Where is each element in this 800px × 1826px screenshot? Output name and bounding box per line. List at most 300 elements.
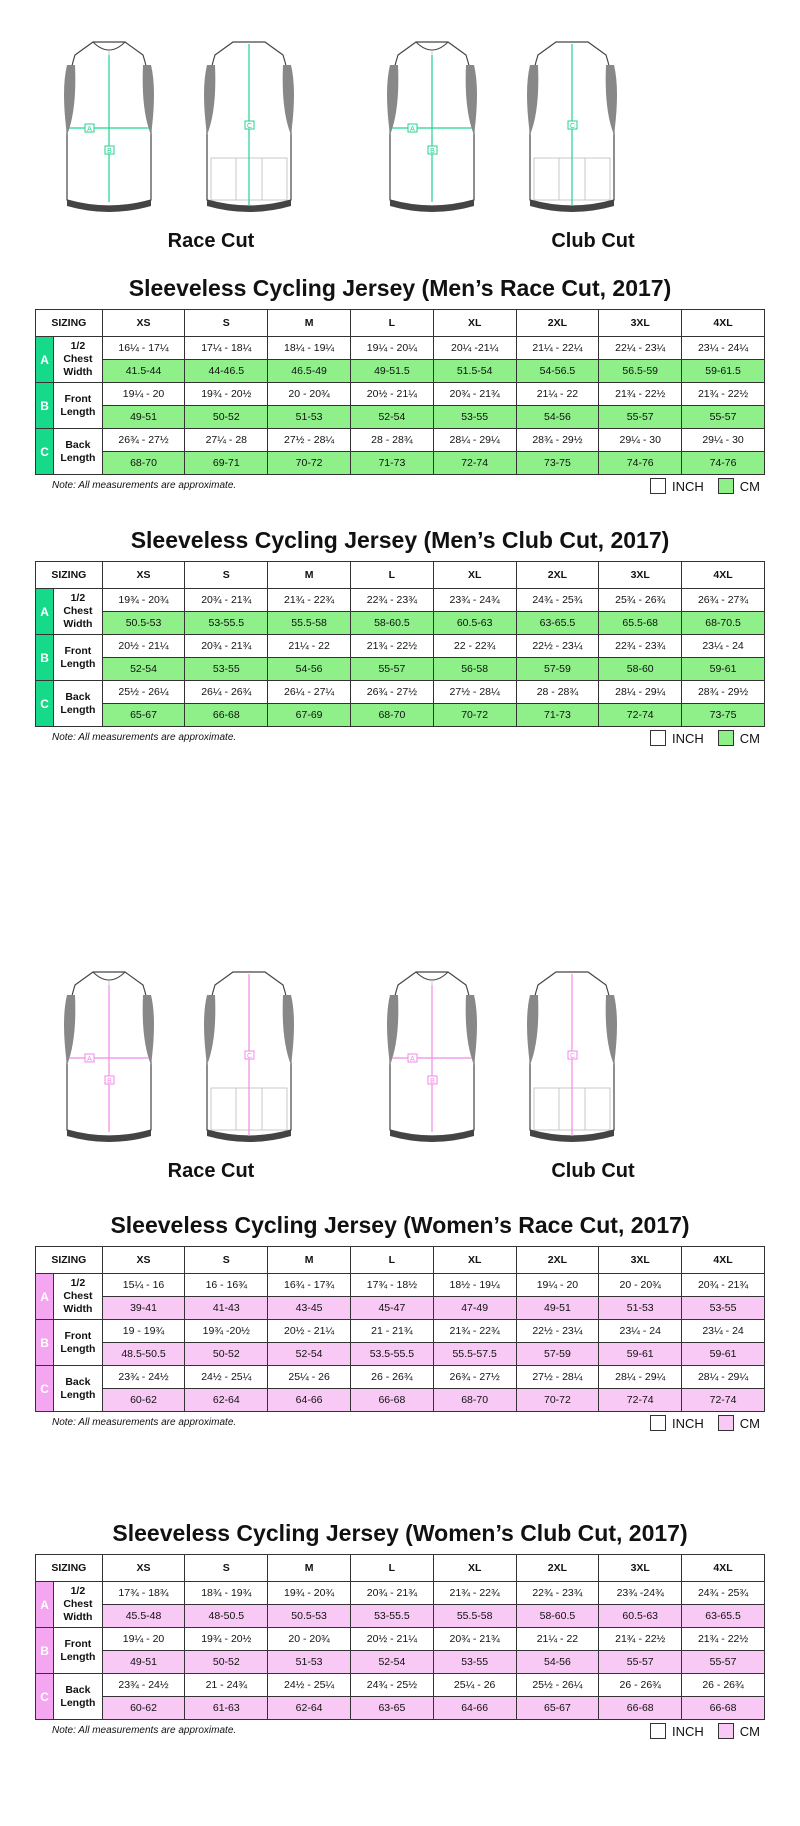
race-back-jersey <box>204 972 294 1142</box>
measure-label-line: Width <box>63 366 93 378</box>
cm-cell: 50.5-53 <box>268 1605 351 1628</box>
table-title: Sleeveless Cycling Jersey (Women’s Club Cut, 2017) <box>112 1520 688 1546</box>
measure-label-line: Length <box>60 451 96 464</box>
measure-label-line: Front <box>64 644 92 657</box>
svg-text:C: C <box>246 123 253 130</box>
cm-cell: 57-59 <box>516 658 599 681</box>
inch-cell: 20¾ - 21¾ <box>433 383 516 406</box>
cm-cell: 62-64 <box>185 1389 268 1412</box>
men-jersey-diagrams <box>0 30 800 250</box>
cm-row <box>36 1343 765 1366</box>
inch-row <box>36 337 765 360</box>
cm-cell: 44-46.5 <box>185 360 268 383</box>
cm-cell: 66-68 <box>185 704 268 727</box>
inch-cell: 21¼ - 22¼ <box>516 337 599 360</box>
cm-cell: 49-51 <box>102 1651 185 1674</box>
cm-cell: 51-53 <box>268 1651 351 1674</box>
inch-cell: 20 - 20¾ <box>599 1274 682 1297</box>
race-back-jersey <box>204 42 294 212</box>
cm-cell: 52-54 <box>350 406 433 429</box>
cm-cell: 72-74 <box>433 452 516 475</box>
club-front-jersey <box>387 42 477 212</box>
cm-cell: 49-51 <box>516 1297 599 1320</box>
cm-cell: 55-57 <box>599 406 682 429</box>
inch-cell: 17¾ - 18½ <box>350 1274 433 1297</box>
cm-cell: 54-56.5 <box>516 360 599 383</box>
inch-cell: 28¼ - 29¼ <box>599 681 682 704</box>
inch-cell: 20¾ - 21¾ <box>433 1628 516 1651</box>
approximate-note: Note: All measurements are approximate. <box>52 1725 237 1736</box>
legend <box>636 478 760 494</box>
inch-cell: 19¼ - 20¼ <box>350 337 433 360</box>
inch-cell: 19¾ - 20¾ <box>102 589 185 612</box>
size-header: S <box>185 310 268 337</box>
inch-cell: 17¾ - 18¾ <box>102 1582 185 1605</box>
inch-cell: 24½ - 25¼ <box>268 1674 351 1697</box>
measure-label-line: Chest <box>63 1290 93 1302</box>
inch-cell: 20¾ - 21¾ <box>185 589 268 612</box>
men-race-cut-label: Race Cut <box>167 230 255 252</box>
cm-cell: 45-47 <box>350 1297 433 1320</box>
measure-label <box>54 1582 102 1628</box>
inch-row <box>36 1366 765 1389</box>
inch-cell: 26¾ - 27½ <box>350 681 433 704</box>
inch-cell: 23¼ - 24¼ <box>682 337 765 360</box>
inch-cell: 20¼ -21¼ <box>433 337 516 360</box>
cm-cell: 72-74 <box>599 1389 682 1412</box>
cm-row <box>36 1605 765 1628</box>
size-header: XS <box>102 310 185 337</box>
inch-cell: 17¼ - 18¼ <box>185 337 268 360</box>
cm-cell: 62-64 <box>268 1697 351 1720</box>
inch-cell: 20¾ - 21¾ <box>350 1582 433 1605</box>
cm-cell: 60-62 <box>102 1389 185 1412</box>
inch-cell: 28 - 28¾ <box>350 429 433 452</box>
inch-cell: 27½ - 28¼ <box>516 1366 599 1389</box>
svg-text:C: C <box>569 123 576 130</box>
cm-cell: 71-73 <box>516 704 599 727</box>
size-header: 4XL <box>682 1247 765 1274</box>
measure-label-line: Chest <box>63 353 93 365</box>
cm-cell: 73-75 <box>682 704 765 727</box>
inch-cell: 27½ - 28¼ <box>433 681 516 704</box>
inch-cell: 23¾ - 24½ <box>102 1674 185 1697</box>
cm-row <box>36 658 765 681</box>
inch-row <box>36 681 765 704</box>
cm-cell: 59-61.5 <box>682 360 765 383</box>
inch-cell: 23¾ - 24½ <box>102 1366 185 1389</box>
cm-row <box>36 406 765 429</box>
inch-cell: 22¾ - 23¾ <box>599 635 682 658</box>
legend-cm-label: CM <box>739 1415 760 1431</box>
inch-cell: 25½ - 26¼ <box>102 681 185 704</box>
measure-label <box>54 1320 102 1366</box>
cm-cell: 74-76 <box>599 452 682 475</box>
sizing-header: SIZING <box>36 1247 103 1274</box>
cm-cell: 54-56 <box>516 1651 599 1674</box>
measure-label-line: Width <box>63 1611 93 1623</box>
inch-cell: 25½ - 26¼ <box>516 1674 599 1697</box>
measure-letter: A <box>36 1582 54 1628</box>
approximate-note: Note: All measurements are approximate. <box>52 1417 237 1428</box>
club-back-jersey <box>527 972 617 1142</box>
size-header: 4XL <box>682 310 765 337</box>
cm-cell: 68-70 <box>102 452 185 475</box>
measure-label-line: Front <box>64 392 92 405</box>
legend-cm-label: CM <box>739 1723 760 1739</box>
inch-cell: 29¼ - 30 <box>599 429 682 452</box>
inch-cell: 22½ - 23¼ <box>516 1320 599 1343</box>
inch-cell: 21¾ - 22½ <box>682 383 765 406</box>
inch-cell: 20 - 20¾ <box>268 383 351 406</box>
inch-cell: 26¼ - 27¼ <box>268 681 351 704</box>
legend-inch-swatch <box>650 730 666 746</box>
size-header: 3XL <box>599 1555 682 1582</box>
measure-letter: B <box>36 383 54 429</box>
measure-letter: A <box>36 1274 54 1320</box>
measure-label-line: 1/2 <box>70 340 86 352</box>
inch-cell: 21¾ - 22¾ <box>433 1320 516 1343</box>
sizing-header: SIZING <box>36 562 103 589</box>
measure-label <box>54 337 102 383</box>
size-header: 2XL <box>516 562 599 589</box>
size-chart-table <box>35 1246 765 1412</box>
size-header: S <box>185 1247 268 1274</box>
measure-label-line: Length <box>60 1696 96 1709</box>
legend-inch-label: INCH <box>672 1723 704 1739</box>
inch-cell: 22 - 22¾ <box>433 635 516 658</box>
measure-label-line: 1/2 <box>70 1585 86 1597</box>
measure-label <box>54 1628 102 1674</box>
size-chart-table <box>35 309 765 475</box>
inch-cell: 26¾ - 27½ <box>102 429 185 452</box>
inch-row <box>36 383 765 406</box>
cm-cell: 49-51.5 <box>350 360 433 383</box>
cm-cell: 65.5-68 <box>599 612 682 635</box>
inch-row <box>36 429 765 452</box>
inch-cell: 18¼ - 19¼ <box>268 337 351 360</box>
inch-cell: 25¼ - 26 <box>268 1366 351 1389</box>
inch-row <box>36 1320 765 1343</box>
measure-letter: B <box>36 1628 54 1674</box>
inch-cell: 21 - 21¾ <box>350 1320 433 1343</box>
legend-cm <box>718 730 760 746</box>
svg-text:C: C <box>569 1053 576 1060</box>
cm-cell: 63-65 <box>350 1697 433 1720</box>
cm-cell: 73-75 <box>516 452 599 475</box>
measure-label-line: Back <box>65 690 91 703</box>
measure-label-line: Back <box>65 1375 91 1388</box>
cm-cell: 71-73 <box>350 452 433 475</box>
cm-cell: 59-61 <box>682 658 765 681</box>
legend-inch <box>650 1723 704 1739</box>
measure-label <box>54 1274 102 1320</box>
inch-cell: 19¾ - 20½ <box>185 383 268 406</box>
cm-cell: 63-65.5 <box>516 612 599 635</box>
inch-cell: 19¾ -20½ <box>185 1320 268 1343</box>
legend-inch-label: INCH <box>672 730 704 746</box>
club-back-jersey <box>527 42 617 212</box>
measure-label-line: Back <box>65 438 91 451</box>
measure-letter: A <box>36 589 54 635</box>
table-title: Sleeveless Cycling Jersey (Women’s Race Cut, 2017) <box>110 1212 690 1238</box>
inch-cell: 26¾ - 27¾ <box>682 589 765 612</box>
svg-text:B: B <box>430 1078 435 1085</box>
sizing-header: SIZING <box>36 310 103 337</box>
legend-cm <box>718 1723 760 1739</box>
cm-cell: 65-67 <box>102 704 185 727</box>
cm-cell: 61-63 <box>185 1697 268 1720</box>
inch-cell: 20¾ - 21¾ <box>185 635 268 658</box>
inch-cell: 21¼ - 22 <box>516 383 599 406</box>
size-header: 2XL <box>516 310 599 337</box>
cm-cell: 46.5-49 <box>268 360 351 383</box>
measure-letter: B <box>36 635 54 681</box>
cm-cell: 41-43 <box>185 1297 268 1320</box>
cm-row <box>36 704 765 727</box>
measure-label-line: Length <box>60 657 96 670</box>
cm-cell: 66-68 <box>682 1697 765 1720</box>
cm-cell: 70-72 <box>268 452 351 475</box>
cm-cell: 56.5-59 <box>599 360 682 383</box>
size-header: M <box>268 562 351 589</box>
measure-label-line: Length <box>60 1650 96 1663</box>
cm-cell: 52-54 <box>102 658 185 681</box>
measure-label-line: Front <box>64 1637 92 1650</box>
cm-row <box>36 1697 765 1720</box>
cm-cell: 50-52 <box>185 406 268 429</box>
inch-cell: 22¾ - 23¾ <box>516 1582 599 1605</box>
measure-label-line: Front <box>64 1329 92 1342</box>
inch-cell: 15¼ - 16 <box>102 1274 185 1297</box>
size-header: M <box>268 310 351 337</box>
inch-cell: 19¼ - 20 <box>102 383 185 406</box>
inch-cell: 20¾ - 21¾ <box>682 1274 765 1297</box>
cm-row <box>36 452 765 475</box>
measure-label <box>54 589 102 635</box>
measure-label-line: 1/2 <box>70 1277 86 1289</box>
women-jersey-diagrams <box>0 930 800 1150</box>
inch-cell: 26¾ - 27½ <box>433 1366 516 1389</box>
svg-text:A: A <box>410 1056 415 1063</box>
inch-cell: 20½ - 21¼ <box>350 1628 433 1651</box>
cm-cell: 74-76 <box>682 452 765 475</box>
inch-cell: 28¼ - 29¼ <box>599 1366 682 1389</box>
race-front-jersey <box>64 42 154 212</box>
cm-cell: 48-50.5 <box>185 1605 268 1628</box>
measure-label-line: Width <box>63 1303 93 1315</box>
measure-label <box>54 429 102 475</box>
inch-cell: 23¼ - 24 <box>599 1320 682 1343</box>
svg-text:B: B <box>107 148 112 155</box>
inch-cell: 19¼ - 20 <box>102 1628 185 1651</box>
measure-label <box>54 1674 102 1720</box>
cm-row <box>36 612 765 635</box>
inch-cell: 26 - 26¾ <box>350 1366 433 1389</box>
cm-cell: 70-72 <box>433 704 516 727</box>
inch-cell: 21¾ - 22¾ <box>268 589 351 612</box>
jersey-set <box>64 42 617 212</box>
svg-text:A: A <box>410 126 415 133</box>
inch-cell: 23¾ -24¾ <box>599 1582 682 1605</box>
inch-cell: 28¾ - 29½ <box>516 429 599 452</box>
cm-row <box>36 360 765 383</box>
inch-cell: 28¾ - 29½ <box>682 681 765 704</box>
cm-cell: 59-61 <box>599 1343 682 1366</box>
header-row <box>36 310 765 337</box>
svg-text:B: B <box>107 1078 112 1085</box>
approximate-note: Note: All measurements are approximate. <box>52 732 237 743</box>
cm-cell: 60.5-63 <box>433 612 516 635</box>
size-header: XS <box>102 1555 185 1582</box>
inch-cell: 24½ - 25¼ <box>185 1366 268 1389</box>
legend <box>636 1723 760 1739</box>
legend-cm-label: CM <box>739 730 760 746</box>
size-header: 4XL <box>682 1555 765 1582</box>
cm-cell: 69-71 <box>185 452 268 475</box>
size-header: S <box>185 562 268 589</box>
cm-cell: 57-59 <box>516 1343 599 1366</box>
cm-cell: 55-57 <box>599 1651 682 1674</box>
svg-text:B: B <box>430 148 435 155</box>
size-header: L <box>350 310 433 337</box>
inch-cell: 21¾ - 22¾ <box>433 1582 516 1605</box>
measure-letter: C <box>36 1674 54 1720</box>
cm-cell: 53-55 <box>433 1651 516 1674</box>
table-title: Sleeveless Cycling Jersey (Men’s Club Cut, 2017) <box>130 527 670 553</box>
measure-label-line: Chest <box>63 605 93 617</box>
inch-cell: 22½ - 23¼ <box>516 635 599 658</box>
inch-cell: 21¾ - 22½ <box>350 635 433 658</box>
sizing-header: SIZING <box>36 1555 103 1582</box>
size-header: XS <box>102 1247 185 1274</box>
legend-cm-swatch <box>718 1723 734 1739</box>
cm-cell: 67-69 <box>268 704 351 727</box>
measure-label-line: Width <box>63 618 93 630</box>
inch-cell: 25¾ - 26¾ <box>599 589 682 612</box>
header-row <box>36 562 765 589</box>
cm-cell: 47-49 <box>433 1297 516 1320</box>
cm-cell: 63-65.5 <box>682 1605 765 1628</box>
inch-cell: 20½ - 21¼ <box>350 383 433 406</box>
inch-row <box>36 635 765 658</box>
header-row <box>36 1247 765 1274</box>
svg-text:C: C <box>246 1053 253 1060</box>
inch-cell: 21¼ - 22 <box>516 1628 599 1651</box>
measure-letter: C <box>36 1366 54 1412</box>
cm-cell: 56-58 <box>433 658 516 681</box>
cm-row <box>36 1297 765 1320</box>
women-diagram-row <box>0 930 800 1190</box>
women-race-cut-label: Race Cut <box>167 1160 255 1182</box>
women-club-cut-label: Club Cut <box>551 1160 635 1182</box>
inch-cell: 19¼ - 20 <box>516 1274 599 1297</box>
inch-cell: 21 - 24¾ <box>185 1674 268 1697</box>
inch-cell: 16¾ - 17¾ <box>268 1274 351 1297</box>
size-header: 3XL <box>599 562 682 589</box>
inch-cell: 22¼ - 23¼ <box>599 337 682 360</box>
legend-inch <box>650 478 704 494</box>
measure-label-line: Length <box>60 703 96 716</box>
inch-cell: 23¾ - 24¾ <box>433 589 516 612</box>
cm-cell: 53-55 <box>185 658 268 681</box>
inch-cell: 20½ - 21¼ <box>268 1320 351 1343</box>
cm-cell: 55.5-58 <box>433 1605 516 1628</box>
cm-cell: 53.5-55.5 <box>350 1343 433 1366</box>
inch-cell: 23¼ - 24 <box>682 635 765 658</box>
cm-cell: 64-66 <box>433 1697 516 1720</box>
measure-label-line: Back <box>65 1683 91 1696</box>
cm-cell: 55-57 <box>682 1651 765 1674</box>
measure-label-line: Length <box>60 405 96 418</box>
cm-row <box>36 1651 765 1674</box>
cm-cell: 58-60.5 <box>350 612 433 635</box>
cm-cell: 60.5-63 <box>599 1605 682 1628</box>
inch-cell: 25¼ - 26 <box>433 1674 516 1697</box>
size-chart-table <box>35 561 765 727</box>
size-header: 2XL <box>516 1247 599 1274</box>
inch-cell: 26 - 26¾ <box>599 1674 682 1697</box>
inch-cell: 26¼ - 26¾ <box>185 681 268 704</box>
inch-cell: 21¾ - 22½ <box>599 383 682 406</box>
cm-cell: 60-62 <box>102 1697 185 1720</box>
legend <box>636 730 760 746</box>
size-header: M <box>268 1247 351 1274</box>
inch-cell: 20 - 20¾ <box>268 1628 351 1651</box>
legend-inch-swatch <box>650 1415 666 1431</box>
cm-cell: 54-56 <box>516 406 599 429</box>
size-chart-table <box>35 1554 765 1720</box>
legend-inch <box>650 730 704 746</box>
table-title: Sleeveless Cycling Jersey (Men’s Race Cut, 2017) <box>128 275 672 301</box>
inch-cell: 28¼ - 29¼ <box>433 429 516 452</box>
cm-cell: 70-72 <box>516 1389 599 1412</box>
cm-cell: 48.5-50.5 <box>102 1343 185 1366</box>
legend-cm-swatch <box>718 1415 734 1431</box>
measure-label-line: Length <box>60 1342 96 1355</box>
inch-cell: 24¾ - 25½ <box>350 1674 433 1697</box>
measure-label-line: 1/2 <box>70 592 86 604</box>
size-header: L <box>350 1555 433 1582</box>
legend-inch-label: INCH <box>672 1415 704 1431</box>
size-header: 3XL <box>599 1247 682 1274</box>
cm-cell: 55.5-57.5 <box>433 1343 516 1366</box>
cm-cell: 45.5-48 <box>102 1605 185 1628</box>
legend-cm-swatch <box>718 478 734 494</box>
cm-cell: 53-55.5 <box>185 612 268 635</box>
inch-row <box>36 1582 765 1605</box>
svg-text:A: A <box>87 126 92 133</box>
cm-cell: 68-70 <box>433 1389 516 1412</box>
size-header: XL <box>433 310 516 337</box>
cm-cell: 68-70 <box>350 704 433 727</box>
jersey-set <box>64 972 617 1142</box>
inch-cell: 28¼ - 29¼ <box>682 1366 765 1389</box>
legend-cm <box>718 478 760 494</box>
inch-cell: 29¼ - 30 <box>682 429 765 452</box>
cm-cell: 72-74 <box>682 1389 765 1412</box>
inch-cell: 20½ - 21¼ <box>102 635 185 658</box>
inch-cell: 28 - 28¾ <box>516 681 599 704</box>
inch-row <box>36 1274 765 1297</box>
cm-cell: 43-45 <box>268 1297 351 1320</box>
race-front-jersey <box>64 972 154 1142</box>
inch-cell: 19 - 19¾ <box>102 1320 185 1343</box>
size-header: 2XL <box>516 1555 599 1582</box>
size-header: XL <box>433 1555 516 1582</box>
cm-cell: 55.5-58 <box>268 612 351 635</box>
measure-label <box>54 1366 102 1412</box>
